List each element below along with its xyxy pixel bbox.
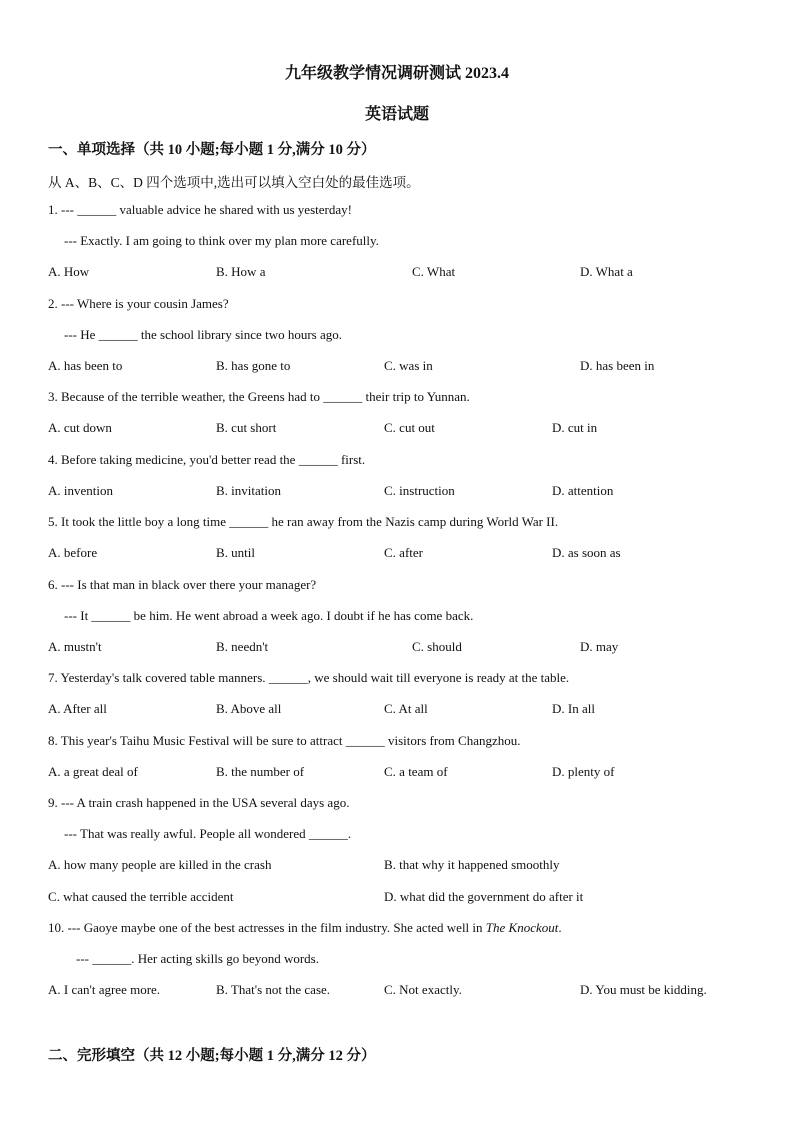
- question-10-option-a[interactable]: A. I can't agree more.: [48, 982, 161, 997]
- question-3-option-a[interactable]: A. cut down: [48, 420, 112, 435]
- question-1-option-a[interactable]: A. How: [48, 264, 90, 279]
- question-9-option-a[interactable]: A. how many people are killed in the crash: [48, 857, 272, 872]
- question-4-option-c[interactable]: C. instruction: [384, 483, 455, 498]
- question-2-response: --- He ______ the school library since two hours ago.: [64, 327, 342, 342]
- question-6-stem: 6. --- Is that man in black over there your manager?: [48, 577, 317, 592]
- question-8-stem: 8. This year's Taihu Music Festival will be sure to attract ______ visitors from Changzhou.: [48, 733, 521, 748]
- question-2-option-a[interactable]: A. has been to: [48, 358, 123, 373]
- question-8-option-d[interactable]: D. plenty of: [552, 764, 615, 779]
- question-3-option-c[interactable]: C. cut out: [384, 420, 435, 435]
- question-1-stem: 1. --- ______ valuable advice he shared with us yesterday!: [48, 202, 352, 217]
- subject-title: 英语试题: [364, 106, 429, 123]
- question-2-stem: 2. --- Where is your cousin James?: [48, 296, 229, 311]
- section-1-instruction: 从 A、B、C、D 四个选项中,选出可以填入空白处的最佳选项。: [48, 175, 420, 190]
- question-8-option-c[interactable]: C. a team of: [384, 764, 448, 779]
- question-10-option-b[interactable]: B. That's not the case.: [216, 982, 331, 997]
- question-5-stem: 5. It took the little boy a long time ______ he ran away from the Nazis camp during World War II.: [48, 514, 559, 529]
- question-1-option-d[interactable]: D. What a: [580, 264, 633, 279]
- question-3-option-d[interactable]: D. cut in: [552, 420, 598, 435]
- question-10-stem-text: 10. --- Gaoye maybe one of the best actresses in the film industry. She acted well in: [48, 920, 486, 935]
- question-9-option-c[interactable]: C. what caused the terrible accident: [48, 889, 234, 904]
- question-5-option-d[interactable]: D. as soon as: [552, 545, 621, 560]
- question-1-option-c[interactable]: C. What: [412, 264, 456, 279]
- question-7-option-c[interactable]: C. At all: [384, 701, 428, 716]
- section-2-heading: 二、完形填空（共 12 小题;每小题 1 分,满分 12 分）: [48, 1048, 376, 1064]
- exam-title: 九年级教学情况调研测试 2023.4: [284, 65, 509, 82]
- question-10-stem: 10. --- Gaoye maybe one of the best actresses in the film industry. She acted well in The Knockout.: [48, 920, 562, 935]
- question-10-response: --- ______. Her acting skills go beyond words.: [76, 951, 319, 966]
- question-10-option-d[interactable]: D. You must be kidding.: [580, 982, 707, 997]
- question-2-option-b[interactable]: B. has gone to: [216, 358, 291, 373]
- question-5-option-c[interactable]: C. after: [384, 545, 423, 560]
- question-9-option-d[interactable]: D. what did the government do after it: [384, 889, 584, 904]
- question-6-response: --- It ______ be him. He went abroad a week ago. I doubt if he has come back.: [64, 608, 474, 623]
- film-title: The Knockout: [485, 920, 559, 935]
- question-1-option-b[interactable]: B. How a: [216, 264, 266, 279]
- question-4-stem: 4. Before taking medicine, you'd better read the ______ first.: [48, 452, 366, 467]
- question-5-option-b[interactable]: B. until: [216, 545, 256, 560]
- question-1-response: --- Exactly. I am going to think over my plan more carefully.: [64, 233, 379, 248]
- question-9-stem: 9. --- A train crash happened in the USA several days ago.: [48, 795, 350, 810]
- question-6-option-a[interactable]: A. mustn't: [48, 639, 102, 654]
- question-8-option-b[interactable]: B. the number of: [216, 764, 305, 779]
- question-10-option-c[interactable]: C. Not exactly.: [384, 982, 462, 997]
- question-4-option-b[interactable]: B. invitation: [216, 483, 281, 498]
- question-5-option-a[interactable]: A. before: [48, 545, 98, 560]
- question-9-option-b[interactable]: B. that why it happened smoothly: [384, 857, 560, 872]
- question-4-option-d[interactable]: D. attention: [552, 483, 614, 498]
- question-7-option-a[interactable]: A. After all: [48, 701, 107, 716]
- question-6-option-b[interactable]: B. needn't: [216, 639, 269, 654]
- question-7-stem: 7. Yesterday's talk covered table manners. ______, we should wait till everyone is ready at the table.: [48, 670, 570, 685]
- question-2-option-c[interactable]: C. was in: [384, 358, 433, 373]
- question-3-stem: 3. Because of the terrible weather, the Greens had to ______ their trip to Yunnan.: [48, 389, 470, 404]
- question-7-option-d[interactable]: D. In all: [552, 701, 595, 716]
- question-4-option-a[interactable]: A. invention: [48, 483, 113, 498]
- question-6-option-c[interactable]: C. should: [412, 639, 462, 654]
- question-9-response: --- That was really awful. People all wondered ______.: [64, 826, 352, 841]
- question-8-option-a[interactable]: A. a great deal of: [48, 764, 138, 779]
- question-3-option-b[interactable]: B. cut short: [216, 420, 277, 435]
- section-1-heading: 一、单项选择（共 10 小题;每小题 1 分,满分 10 分）: [48, 142, 376, 158]
- question-6-option-d[interactable]: D. may: [580, 639, 619, 654]
- question-2-option-d[interactable]: D. has been in: [580, 358, 655, 373]
- question-7-option-b[interactable]: B. Above all: [216, 701, 282, 716]
